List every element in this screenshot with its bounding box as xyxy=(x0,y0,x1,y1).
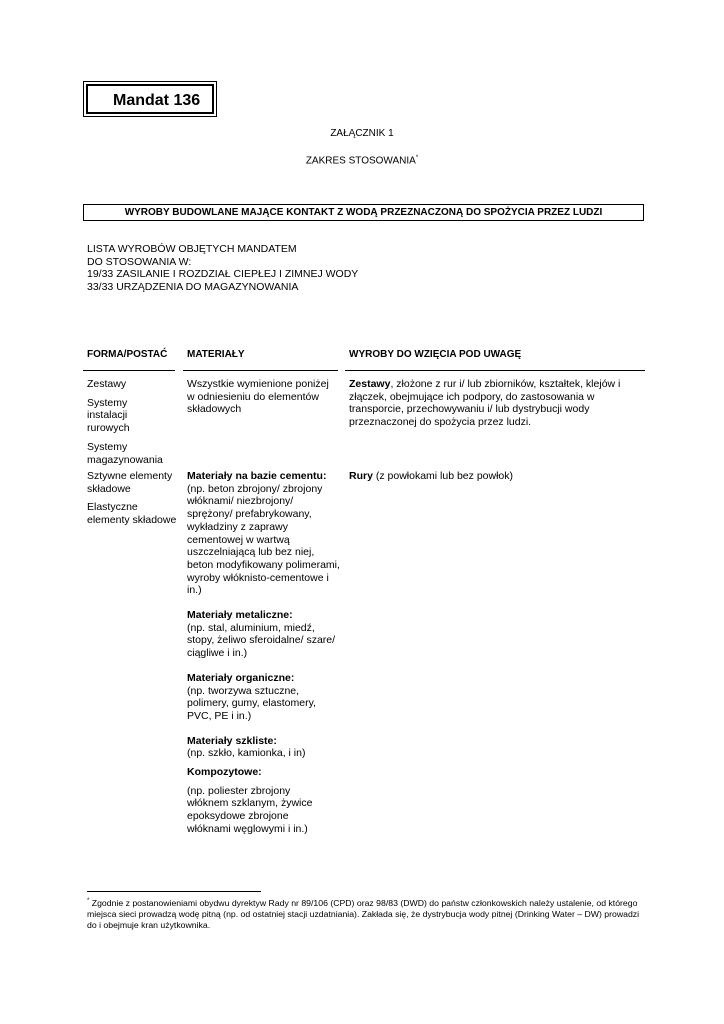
material-heading: Materiały szkliste: xyxy=(187,734,277,747)
products-text: , złożone z rur i/ lub zbiorników, kształtek, klejów i złączek, obejmujące ich podpory, do zastosowania w transporcie, przechowywaniu i/ lub dystrybucji wody przeznaczonej do spożycia przez ludzi. xyxy=(349,378,621,429)
footnote xyxy=(87,896,642,932)
list-line: LISTA WYROBÓW OBJĘTYCH MANDATEM xyxy=(87,243,297,255)
header-rule xyxy=(345,370,645,371)
material-text: (np. szkło, kamionka, i in) xyxy=(187,747,306,760)
products-bold: Rury xyxy=(349,470,373,482)
footnote-separator xyxy=(87,891,261,892)
footnote-text: Zgodnie z postanowieniami obydwu dyrektyw Rady nr 89/106 (CPD) oraz 98/83 (DWD) do państw członkowskich należy ustalenie, od którego miejsca sieci prowadzą wodę pitną (np. od ostatniej stacji uzdatniania). Zakłada się, że dystrybucja wody pitnej (Drinking Water – DW) prowadzi do i obejmuje kran użytkownika. xyxy=(87,897,640,931)
row2-products xyxy=(349,470,623,483)
material-heading: Materiały metaliczne: xyxy=(187,609,293,622)
products-text: (z powłokami lub bez powłok) xyxy=(372,470,513,482)
header-materials: MATERIAŁY xyxy=(187,349,245,360)
mandate-label: Mandat 136 xyxy=(86,84,214,114)
material-group xyxy=(187,766,340,836)
form-item: Elastyczne elementy składowe xyxy=(87,501,177,527)
form-item: Systemy magazynowania xyxy=(87,440,163,466)
row2-materials xyxy=(187,470,340,848)
row1-products xyxy=(349,378,623,429)
material-group xyxy=(187,609,340,660)
header-form: FORMA/POSTAĆ xyxy=(87,349,168,360)
material-group xyxy=(187,672,340,723)
products-bold: Zestawy xyxy=(349,378,391,390)
list-line: DO STOSOWANIA W: xyxy=(87,255,192,268)
material-group xyxy=(187,735,340,760)
row1-materials: Wszystkie wymienione poniżej w odniesieniu do elementów składowych xyxy=(187,378,329,416)
form-item: Systemy instalacji rurowych xyxy=(87,396,130,435)
material-group xyxy=(187,470,340,597)
material-text: (np. poliester zbrojony włóknem szklanym, żywice epoksydowe zbrojone włóknami węglowymi i in.) xyxy=(187,784,313,835)
scope-heading xyxy=(0,155,724,166)
row2-forms xyxy=(87,470,183,533)
scope-heading-text: ZAKRES STOSOWANIA xyxy=(305,155,416,167)
row1-forms xyxy=(87,378,179,472)
scope-footnote-mark: * xyxy=(415,155,419,161)
document-title: WYROBY BUDOWLANE MAJĄCE KONTAKT Z WODĄ PRZEZNACZONĄ DO SPOŻYCIA PRZEZ LUDZI xyxy=(83,204,644,221)
annex-heading: ZAŁĄCZNIK 1 xyxy=(330,128,394,139)
material-text: (np. tworzywa sztuczne, polimery, gumy, elastomery, PVC, PE i in.) xyxy=(187,684,316,722)
material-heading: Materiały na bazie cementu: xyxy=(187,470,327,482)
material-heading: Kompozytowe: xyxy=(187,766,262,779)
header-rule xyxy=(183,370,338,371)
header-rule xyxy=(83,370,175,371)
list-line: 33/33 URZĄDZENIA DO MAGAZYNOWANIA xyxy=(87,280,299,293)
material-heading: Materiały organiczne: xyxy=(187,671,295,684)
product-list xyxy=(87,243,358,293)
material-text: (np. stal, aluminium, miedź, stopy, żeliwo sferoidalne/ szare/ ciągliwe i in.) xyxy=(187,621,336,660)
header-products: WYROBY DO WZIĘCIA POD UWAGĘ xyxy=(349,349,522,360)
list-line: 19/33 ZASILANIE I ROZDZIAŁ CIEPŁEJ I ZIMNEJ WODY xyxy=(87,268,359,280)
footnote-mark: * xyxy=(87,898,90,904)
material-text: (np. beton zbrojony/ zbrojony włóknami/ niezbrojony/ sprężony/ prefabrykowany, wykładziny z zaprawy cementowej w wartwą uszczelniającą lub bez niej, beton modyfikowany polimerami, wyroby włóknisto-cementowe i in.) xyxy=(187,482,340,597)
form-item: Sztywne elementy składowe xyxy=(87,470,173,495)
form-item: Zestawy xyxy=(87,378,127,390)
